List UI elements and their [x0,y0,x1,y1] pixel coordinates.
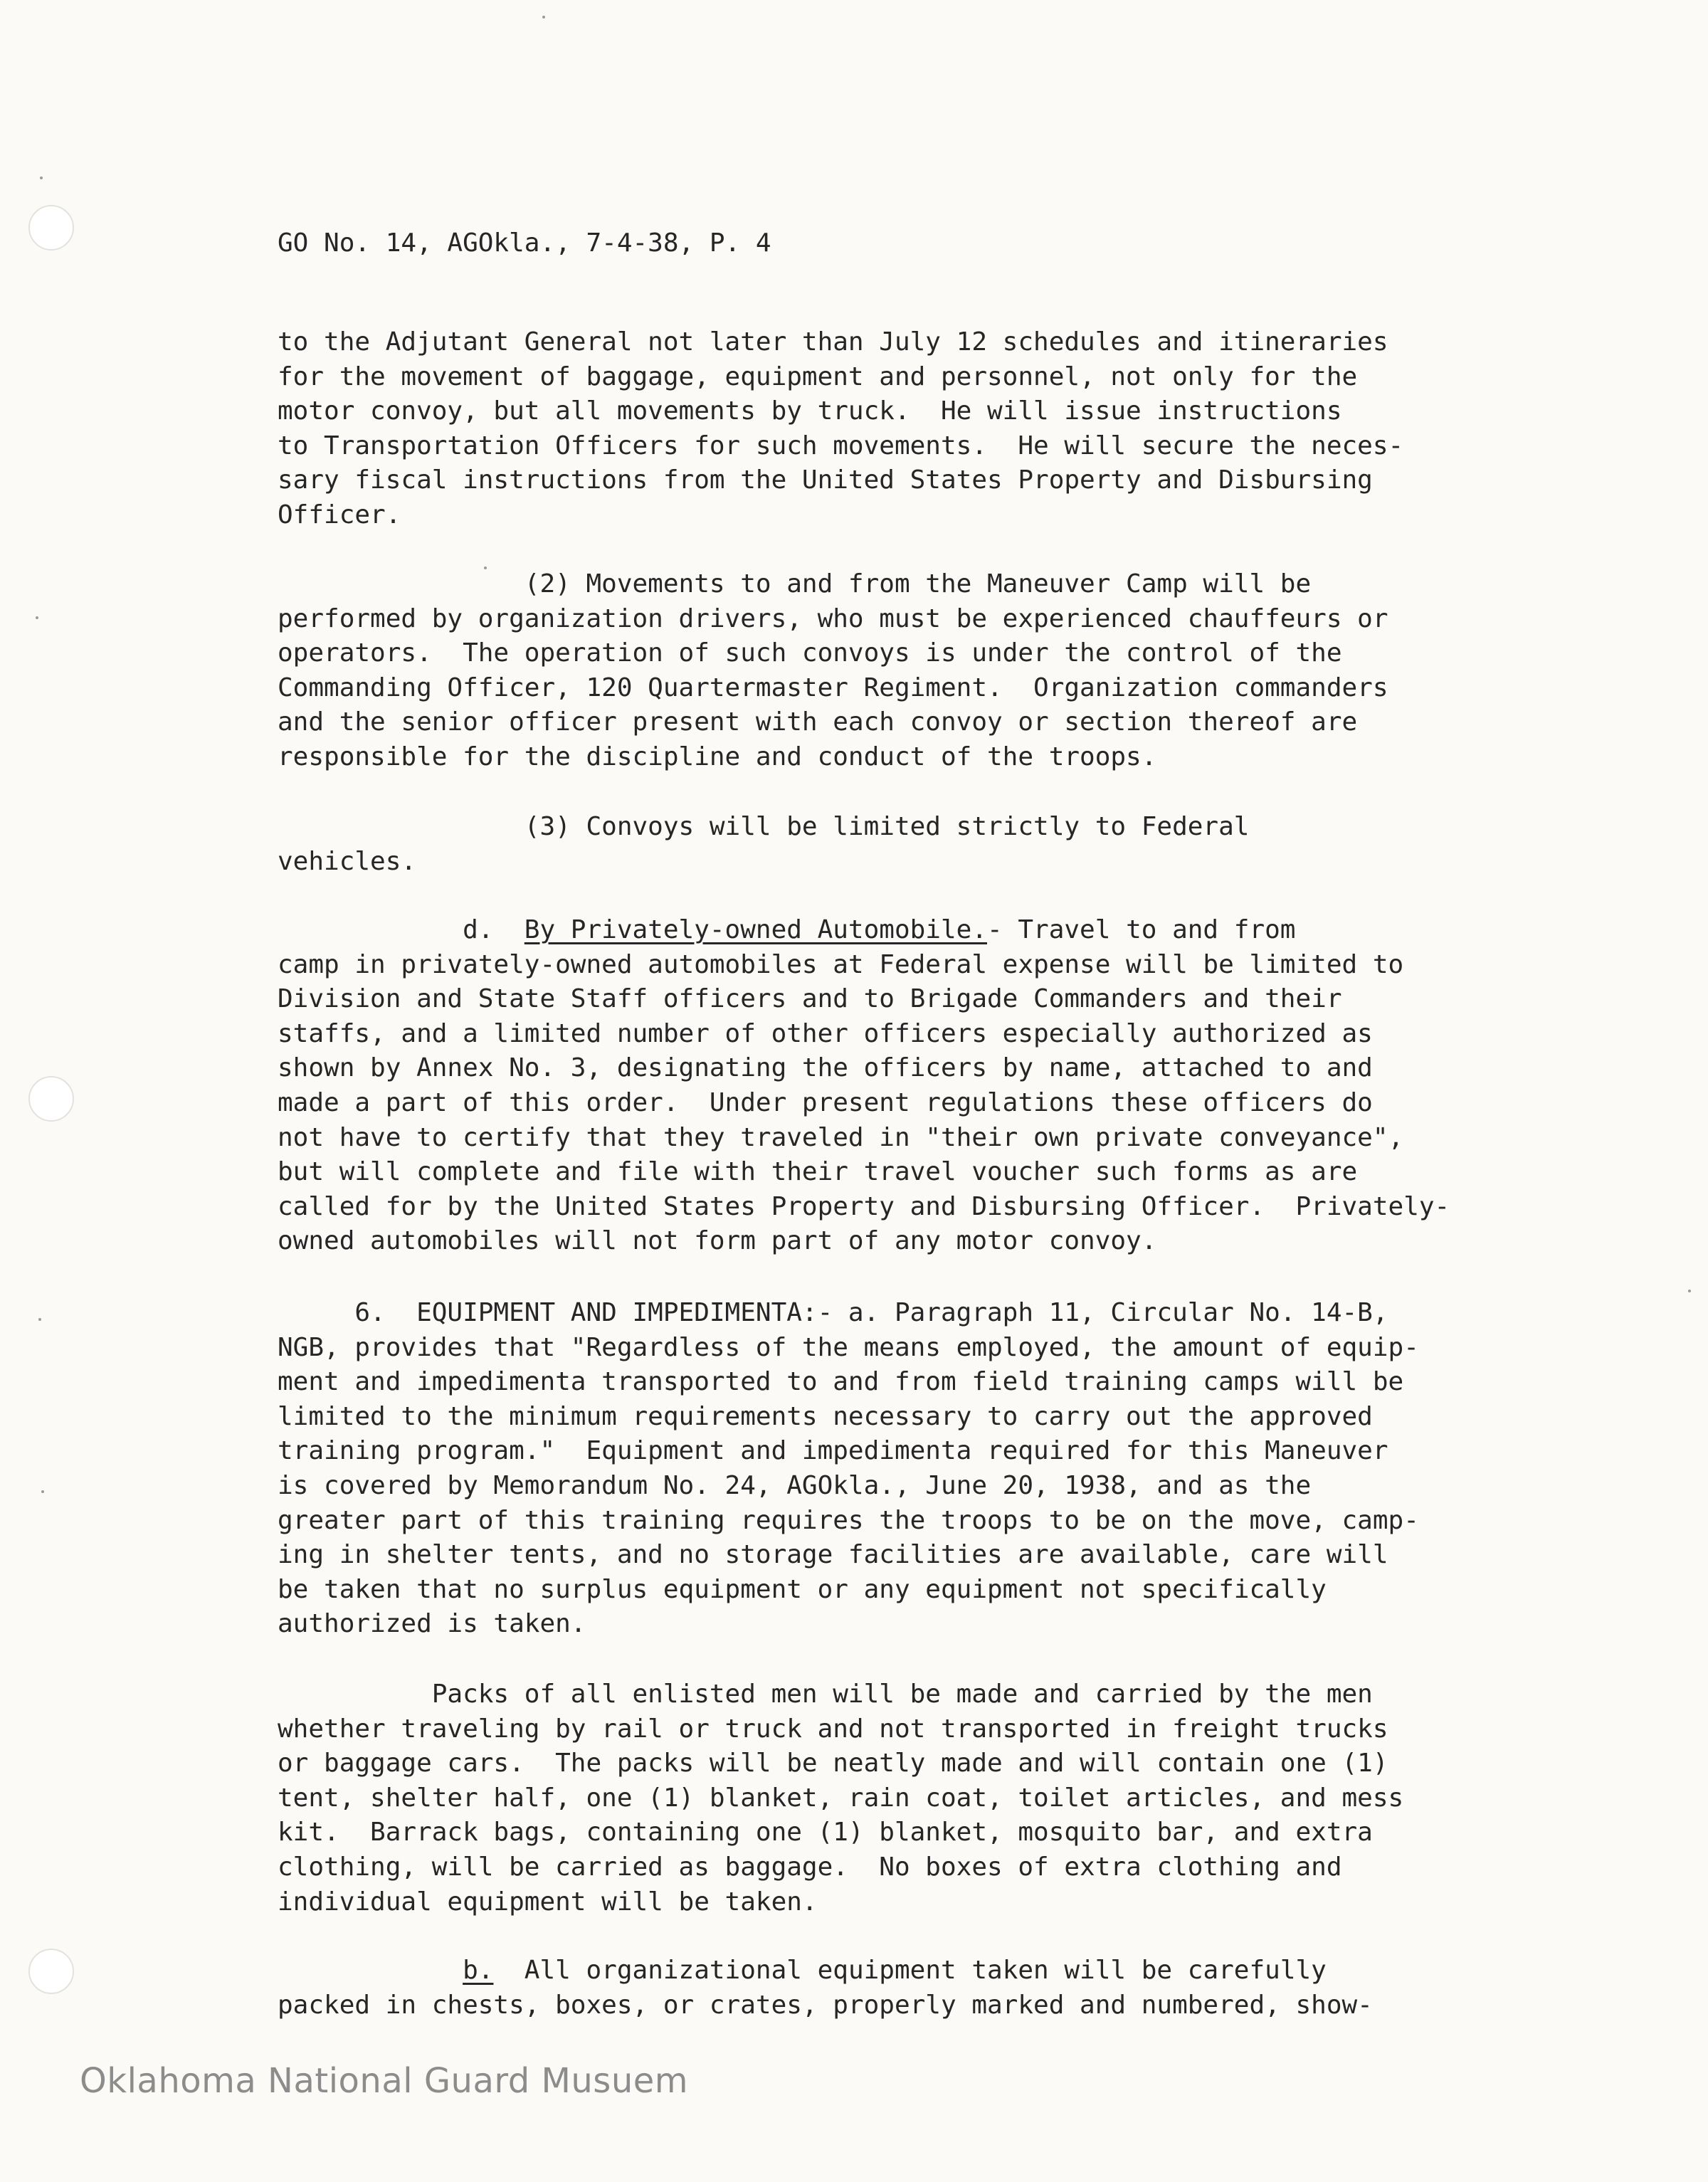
page-header-reference: GO No. 14, AGOkla., 7-4-38, P. 4 [278,228,771,258]
section-heading-private-automobile: By Privately-owned Automobile. [524,915,987,944]
punch-hole-top [28,205,74,251]
paragraph-b-body: packed in chests, boxes, or crates, properly marked and numbered, show- [278,1990,1373,2020]
paragraph-schedules: to the Adjutant General not later than July 12 schedules and itineraries for the movement of baggage, equipment and personnel, not only for the motor convoy, but all movements by truck. He will issue instructions to Transportation Officers for such movements. He will secure the neces- sary fiscal instructions from the United States Property and Disbursing Officer. [278,327,1404,529]
paper-speck [41,1490,44,1493]
paper-speck [36,616,38,619]
paper-speck [1688,1290,1691,1292]
paragraph-b-lead [278,1956,463,1985]
punch-hole-middle [28,1076,74,1122]
punch-hole-bottom [28,1949,74,1994]
paragraph-d-body: camp in privately-owned automobiles at Federal expense will be limited to Division and State Staff officers and to Brigade Commanders and their staffs, and a limited number of other officers especially authorized as shown by Annex No. 3, designating the officers by name, attached to and made a part of this order. Under present regulations these officers do not have to certify that they traveled in "their own private conveyance", but will complete and file with their travel voucher such forms as are called for by the United States Property and Disbursing Officer. Privately- owned automobiles will not form part of any motor convoy. [278,949,1450,1256]
paragraph-b-first-line: All organizational equipment taken will be carefully [493,1956,1327,1985]
paragraph-organizational-equipment [278,1954,1373,2023]
paragraph-private-automobile [278,913,1450,1259]
paper-speck [40,176,43,179]
paragraph-packs: Packs of all enlisted men will be made and carried by the men whether traveling by rail or truck and not transported in freight trucks or baggage cars. The packs will be neatly made and will contain one (1) tent, shelter half, one (1) blanket, rain coat, toilet articles, and mess kit. Barrack bags, containing one (1) blanket, mosquito bar, and extra clothing, will be carried as baggage. No boxes of extra clothing and individual equipment will be taken. [278,1680,1404,1917]
museum-watermark: Oklahoma National Guard Musuem [80,2061,689,2101]
paragraph-equipment-impedimenta: 6. EQUIPMENT AND IMPEDIMENTA:- a. Paragraph 11, Circular No. 14-B, NGB, provides that "Regardless of the means employed, the amount of equip- ment and impedimenta transported to and from field training camps will be limited to the minimum requirements necessary to carry out the approved training program." Equipment and impedimenta required for this Maneuver is covered by Memorandum No. 24, AGOkla., June 20, 1938, and as the greater part of this training requires the troops to be on the move, camp- ing in shelter tents, and no storage facilities are available, care will be taken that no surplus equipment or any equipment not specifically authorized is taken. [278,1298,1419,1639]
paragraph-movements: (2) Movements to and from the Maneuver Camp will be performed by organization drivers, who must be experienced chauffeurs or operators. The operation of such convoys is under the control of the Commanding Officer, 120 Quartermaster Regiment. Organization commanders and the senior officer present with each convoy or section thereof are responsible for the discipline and conduct of the troops. [278,569,1388,771]
paragraph-d-first-line: - Travel to and from [987,915,1296,944]
paragraph-convoys: (3) Convoys will be limited strictly to Federal vehicles. [278,812,1250,876]
paper-speck [38,1318,41,1321]
paragraph-d-lead: d. [278,915,524,944]
paper-speck [542,16,545,19]
paragraph-b-letter: b. [463,1956,494,1985]
